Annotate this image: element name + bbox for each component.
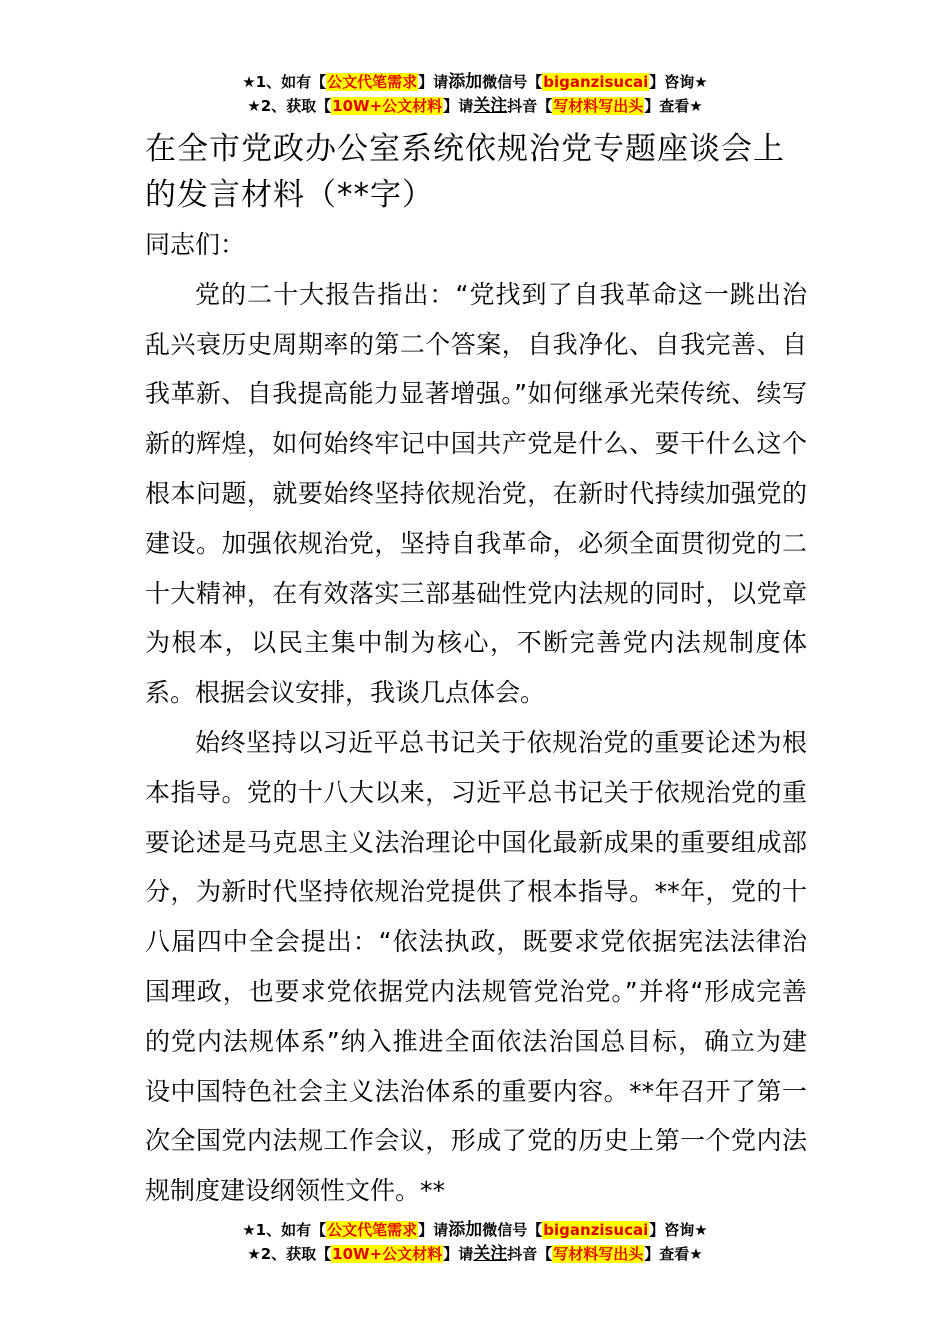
banner-highlight: 10W+公文材料 — [332, 97, 443, 115]
banner-bracket: 【 — [316, 1245, 332, 1263]
banner-bracket: 】 — [644, 97, 660, 115]
banner-text: ★2、获取 — [247, 97, 317, 115]
banner-text: ★1、如有 — [242, 73, 312, 91]
top-banner — [0, 70, 950, 118]
banner-bracket: 】 — [418, 73, 434, 91]
salutation: 同志们： — [145, 230, 246, 259]
paragraph-1: 党的二十大报告指出：“党找到了自我革命这一跳出治乱兴衰历史周期率的第二个答案，自我净化、自我完善、自我革新、自我提高能力显著增强。”如何继承光荣传统、续写新的辉煌，如何始终牢记中国共产党是什么、要干什么这个根本问题，就要始终坚持依规治党，在新时代持续加强党的建设。加强依规治党，坚持自我革命，必须全面贯彻党的二十大精神，在有效落实三部基础性党内法规的同时，以党章为根本，以民主集中制为核心，不断完善党内法规制度体系。根据会议安排，我谈几点体会。 — [145, 279, 807, 708]
banner-highlight: 10W+公文材料 — [332, 1245, 443, 1263]
banner-line-2 — [0, 94, 950, 118]
banner-emphasis: 关注 — [473, 96, 508, 116]
banner-text: 请 — [458, 1245, 474, 1263]
banner-line-2 — [0, 1242, 950, 1266]
banner-text: 抖音 — [507, 1245, 538, 1263]
banner-text: 查看★ — [659, 1245, 703, 1263]
banner-highlight: 公文代笔需求 — [327, 73, 418, 91]
banner-text: 查看★ — [659, 97, 703, 115]
banner-douyin-id: 写材料写出头 — [553, 1245, 644, 1263]
banner-text: 请 — [433, 73, 449, 91]
banner-emphasis: 添加 — [448, 72, 483, 92]
banner-bracket: 】 — [418, 1221, 434, 1239]
banner-bracket: 【 — [537, 97, 553, 115]
document-title: 在全市党政办公室系统依规治党专题座谈会上的发言材料（**字） — [145, 131, 785, 213]
banner-text: 微信号 — [482, 73, 528, 91]
banner-line-1 — [0, 70, 950, 94]
banner-bracket: 【 — [527, 73, 543, 91]
banner-line-1 — [0, 1218, 950, 1242]
banner-text: ★2、获取 — [247, 1245, 317, 1263]
banner-text: ★1、如有 — [242, 1221, 312, 1239]
banner-bracket: 【 — [527, 1221, 543, 1239]
banner-bracket: 【 — [316, 97, 332, 115]
banner-highlight: 公文代笔需求 — [327, 1221, 418, 1239]
banner-bracket: 【 — [311, 1221, 327, 1239]
banner-bracket: 】 — [443, 97, 459, 115]
bottom-banner — [0, 1218, 950, 1266]
banner-bracket: 】 — [644, 1245, 660, 1263]
banner-text: 请 — [458, 97, 474, 115]
banner-text: 抖音 — [507, 97, 538, 115]
banner-text: 咨询★ — [664, 1221, 708, 1239]
banner-text: 请 — [433, 1221, 449, 1239]
banner-bracket: 】 — [443, 1245, 459, 1263]
banner-text: 咨询★ — [664, 73, 708, 91]
banner-bracket: 】 — [649, 73, 665, 91]
banner-emphasis: 关注 — [473, 1244, 508, 1264]
paragraph-2: 始终坚持以习近平总书记关于依规治党的重要论述为根本指导。党的十八大以来，习近平总书记关于依规治党的重要论述是马克思主义法治理论中国化最新成果的重要组成部分，为新时代坚持依规治党提供了根本指导。**年，党的十八届四中全会提出：“依法执政，既要求党依据宪法法律治国理政，也要求党依据党内法规管党治党。”并将“形成完善的党内法规体系”纳入推进全面依法治国总目标，确立为建设中国特色社会主义法治体系的重要内容。**年召开了第一次全国党内法规工作会议，形成了党的历史上第一个党内法规制度建设纲领性文件。** — [145, 727, 807, 1206]
banner-emphasis: 添加 — [448, 1220, 483, 1240]
banner-wechat-id: biganzisucai — [543, 1221, 649, 1239]
banner-bracket: 【 — [537, 1245, 553, 1263]
banner-text: 微信号 — [482, 1221, 528, 1239]
banner-bracket: 】 — [649, 1221, 665, 1239]
banner-wechat-id: biganzisucai — [543, 73, 649, 91]
banner-douyin-id: 写材料写出头 — [553, 97, 644, 115]
banner-bracket: 【 — [311, 73, 327, 91]
document-body — [145, 126, 807, 1216]
